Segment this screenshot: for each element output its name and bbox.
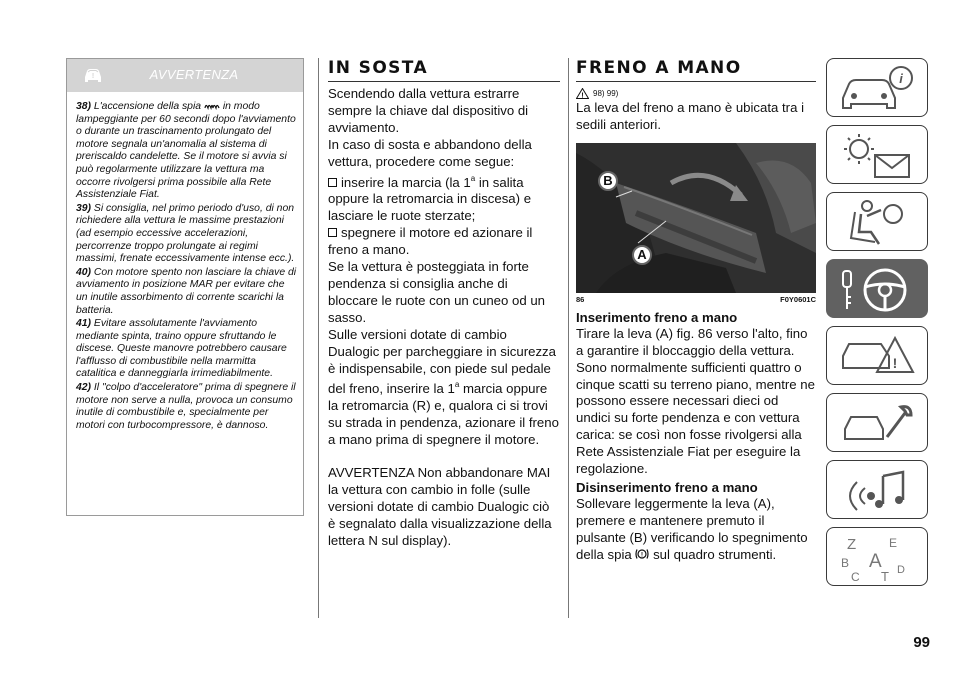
tab-car-info[interactable] — [826, 58, 928, 117]
warning-number: 41) — [76, 318, 92, 330]
bullet-square-icon — [328, 228, 337, 237]
svg-text:!: ! — [892, 355, 898, 371]
svg-text:!: ! — [581, 92, 584, 99]
subsection-title-disinserimento: Disinserimento freno a mano — [576, 479, 758, 495]
brake-lamp-icon — [635, 548, 649, 560]
section-in-sosta — [328, 58, 560, 550]
figure-number: 86 — [576, 294, 585, 304]
car-info-icon — [837, 64, 919, 114]
emergency-triangle-icon — [837, 332, 919, 382]
paragraph: Sollevare leggermente la leva (A), premere e mantenere premuto il pulsante (B) verificando lo spegnimento della spia ! sul quadro strumenti. — [576, 495, 808, 562]
subsection-title-inserimento: Inserimento freno a mano — [576, 309, 738, 325]
index-letter: C — [851, 570, 860, 583]
column-divider — [318, 58, 319, 618]
page-number: 99 — [913, 634, 930, 651]
paragraph: AVVERTENZA Non abbandonare MAI la vettura con cambio in folle (sulle versioni dotate di cambio Dualogic ciò è segnalato dalla visualizzazione della lettera N sul display). — [328, 465, 552, 548]
lights-message-icon — [837, 131, 919, 181]
key-steering-wheel-icon — [837, 265, 919, 315]
warning-header — [67, 59, 303, 92]
warning-text: Con motore spento non lasciare la chiave di avviamento in posizione MAR per evitare che un inutile assorbimento di corrente scarichi la batteria. — [76, 266, 297, 316]
alphabetical-index-icon — [837, 533, 919, 583]
warning-text: Si consiglia, nel primo periodo d'uso, di non richiedere alla vettura le massime prestazioni (ad esempio eccessive accelerazioni, percorrenze troppo prolungate ai regimi massimi, frenate eccessivamente intense ecc.). — [76, 202, 295, 265]
figure-caption — [576, 295, 816, 305]
bullet-item: spegnere il motore ed azionare il freno a mano. — [328, 225, 533, 258]
paragraph: Scendendo dalla vettura estrarre sempre la chiave dal dispositivo di avviamento. — [328, 86, 529, 135]
warning-text: L'accensione della spia — [93, 101, 202, 112]
section-title: FRENO A MANO — [576, 58, 816, 82]
warning-title: AVVERTENZA — [149, 67, 239, 82]
tab-service[interactable] — [826, 393, 928, 452]
seat-airbag-icon — [837, 198, 919, 248]
paragraph: Tirare la leva (A) fig. 86 verso l'alto, fino a garantire il bloccaggio della vettura. Sono normalmente sufficienti quattro o cinque scatti su terreno piano, mentre ne possono essere necessari dieci od undici su forte pendenza e con vettura carica: se così non fosse rivolgersi alla Rete Assistenziale Fiat per eseguire la regolazione. — [576, 325, 815, 477]
paragraph: La leva del freno a mano è ubicata tra i sedili anteriori. — [576, 100, 804, 132]
callout-a: A — [632, 245, 652, 265]
index-letter: B — [841, 556, 850, 570]
warning-item-40 — [76, 267, 297, 317]
reference-numbers: 98) 99) — [593, 88, 619, 98]
figure-code: F0Y0601C — [780, 294, 816, 304]
handbrake-figure — [576, 143, 816, 293]
paragraph: In caso di sosta e abbandono della vettura, procedere come segue: — [328, 136, 532, 169]
service-wrench-icon — [837, 399, 919, 449]
svg-text:i: i — [899, 71, 903, 86]
index-letter: Z — [847, 536, 857, 553]
index-letter: D — [897, 564, 905, 576]
tab-key-steering-wheel[interactable] — [826, 259, 928, 318]
tab-multimedia[interactable] — [826, 460, 928, 519]
warning-text: Evitare assolutamente l'avviamento mediante spinta, traino oppure sfruttando le discese. Queste manovre potrebbero causare l'afflusso di combustibile nella marmitta catalitica e danneggiarla irrimediabilmente. — [76, 318, 287, 380]
warning-references — [576, 86, 816, 100]
warning-item-38 — [76, 101, 297, 202]
bullet-square-icon — [328, 178, 337, 187]
warning-text: in modo lampeggiante per 60 secondi dopo l'avviamento o durante un trascinamento prolungato del motore segnala un'anomalia al sistema di preriscaldo candelette. Se il motore si avvia si può regolarmente utilizzare la vettura ma occorre rivolgersi prima possibile alla Rete Assistenziale Fiat. — [76, 101, 296, 201]
tab-index[interactable] — [826, 527, 928, 586]
warning-item-39 — [76, 203, 297, 266]
warning-number: 40) — [76, 266, 92, 278]
section-title: IN SOSTA — [328, 58, 560, 82]
callout-b: B — [598, 171, 618, 191]
warning-number: 42) — [76, 382, 92, 394]
warning-number: 39) — [76, 202, 92, 214]
svg-text:!: ! — [641, 551, 644, 558]
warning-text: Il "colpo d'acceleratore" prima di spegnere il motore non serve a nulla, provoca un consumo inutile di combustibile e, specialmente per motori con turbocompressore, è dannoso. — [76, 382, 296, 431]
warning-box — [66, 58, 304, 516]
warning-item-41 — [76, 318, 297, 381]
index-letter: T — [881, 569, 889, 583]
tab-emergency[interactable] — [826, 326, 928, 385]
section-freno-a-mano — [576, 58, 816, 564]
column-divider — [568, 58, 569, 618]
chapter-tabs — [826, 58, 930, 594]
paragraph: Se la vettura è posteggiata in forte pendenza si consiglia anche di bloccare le ruote con un cuneo od un sasso. — [328, 259, 546, 325]
svg-text:!: ! — [91, 73, 95, 80]
tab-lights-message[interactable] — [826, 125, 928, 184]
warning-triangle-icon — [576, 88, 589, 99]
glow-plug-lamp-icon — [204, 102, 220, 110]
warning-item-42 — [76, 382, 297, 432]
handbrake-illustration — [576, 143, 816, 293]
section-body — [328, 86, 560, 550]
paragraph: Sulle versioni dotate di cambio Dualogic per parcheggiare in sicurezza è indispensabile, con piede sul pedale del freno, inserire la 1$^a$ marcia oppure la retromarcia (R) e, qualora ci si trovi su strada in pendenza, azionare il freno a mano prima di spegnere il motore. — [328, 326, 559, 448]
multimedia-icon — [837, 466, 919, 516]
warning-list — [67, 92, 303, 432]
tab-seat-airbag[interactable] — [826, 192, 928, 251]
warning-number: 38) — [76, 101, 92, 112]
index-letter: E — [889, 536, 898, 550]
bullet-item: inserire la marcia (la 1$^a$ in salita oppure la retromarcia in discesa) e lasciare le ruote sterzate; — [328, 173, 532, 224]
index-letter: A — [869, 551, 882, 572]
